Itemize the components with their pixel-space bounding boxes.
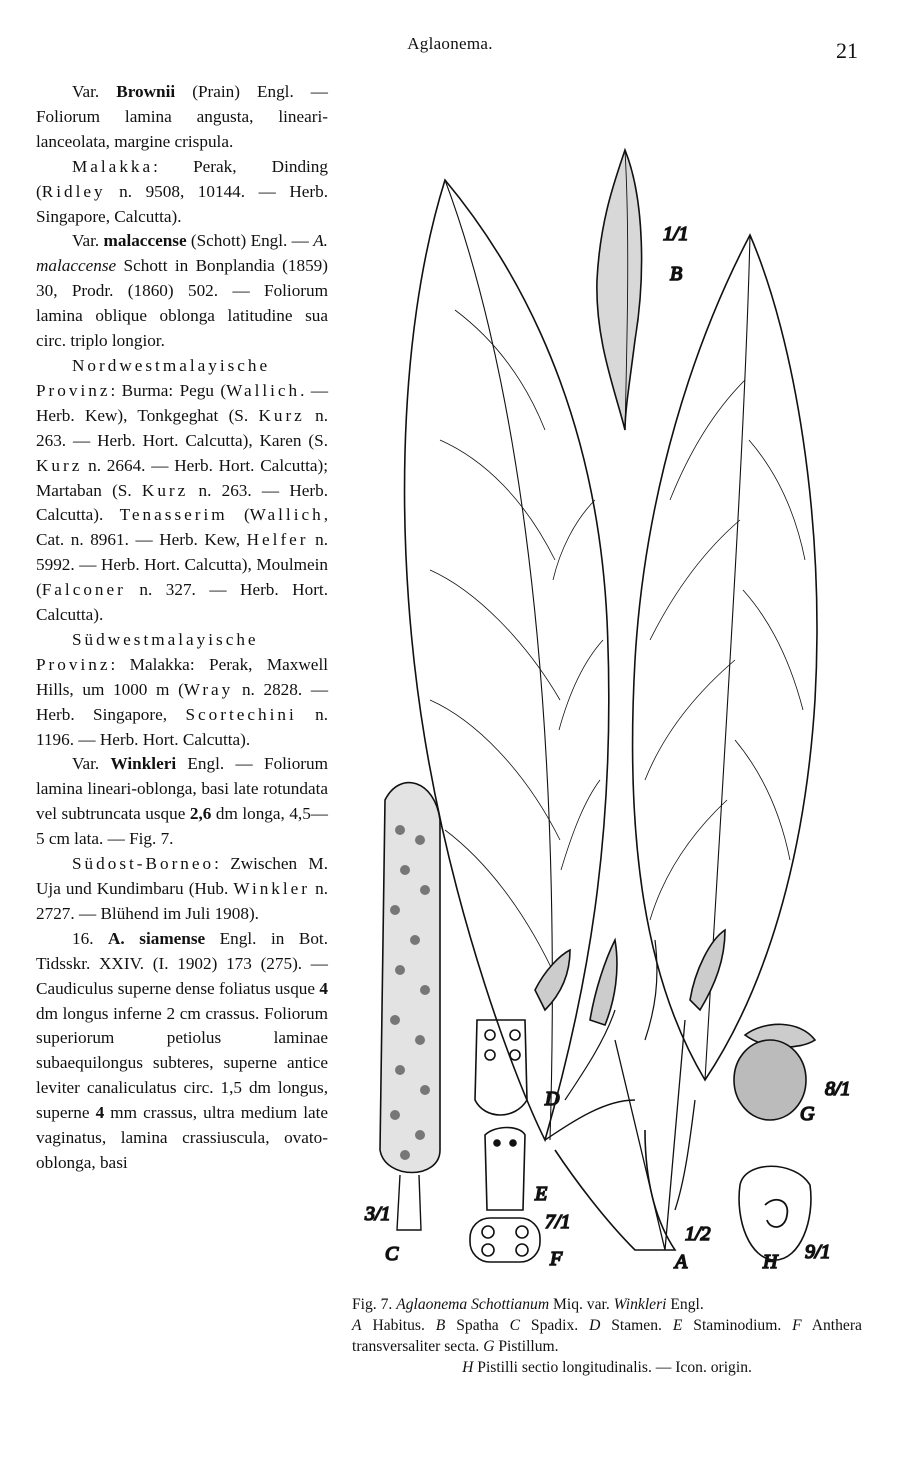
main-text-column: [36, 80, 328, 1176]
anther-section-f-drawing: [470, 1218, 540, 1262]
label-c: C: [385, 1243, 399, 1265]
paragraph-var-winkleri: Var. Winkleri Engl. — Foliorum lamina lineari-oblonga, basi late rotundata vel subtruncata usque 2,6 dm longa, 4,5—5 cm lata. — Fig. 7.: [36, 754, 328, 849]
caption-line-1: Fig. 7. Aglaonema Schottianum Miq. var. Winkleri Engl.: [352, 1296, 704, 1313]
paragraph-suedwestmalayische: Südwestmalayische Provinz: Malakka: Perak, Maxwell Hills, um 1000 m (Wray n. 2828. — Herb. Singapore, Scortechini n. 1196. — Herb. Hort. Calcutta).: [36, 629, 329, 749]
pistil-section-h-drawing: [739, 1166, 811, 1260]
page-number: 21: [836, 38, 858, 63]
label-a: A: [675, 1251, 688, 1273]
label-b: B: [670, 263, 683, 285]
staminodium-e-drawing: [485, 1128, 525, 1211]
paragraph-suedost-borneo: Südost-Borneo: Zwischen M. Uja und Kundimbaru (Hub. Winkler n. 2727. — Blühend im Juli 1908).: [36, 854, 328, 923]
botanical-figure: [345, 140, 875, 1290]
spadix-c-drawing: [380, 783, 440, 1230]
paragraph-a-siamense: 16. A. siamense Engl. in Bot. Tidsskr. XXIV. (I. 1902) 173 (275). — Caudiculus superne dense foliatus usque 4 dm longus inferne 2 cm crassus. Foliorum superiorum petiolus laminae subaequilongus subteres, superne antice leviter canaliculatus circ. 1,5 dm longus, superne 4 mm crassus, ultra medium late vaginatus, lamina crassiuscula, ovato-oblonga, basi: [36, 928, 328, 1172]
paragraph-malakka: Malakka: Perak, Dinding (Ridley n. 9508, 10144. — Herb. Singapore, Calcutta).: [36, 156, 328, 226]
caption-line-2: A Habitus. B Spatha C Spadix. D Stamen. E Staminodium. F Anthera transversaliter secta. G Pistillum.: [352, 1317, 862, 1355]
label-d: D: [545, 1088, 560, 1110]
scale-g: 8/1: [825, 1078, 851, 1100]
label-h: H: [763, 1251, 778, 1273]
label-e: E: [535, 1183, 548, 1205]
paragraph-var-brownii: Var. Brownii (Prain) Engl. — Foliorum lamina angusta, lineari-lanceolata, margine crispula.: [36, 82, 328, 151]
running-title: Aglaonema.: [407, 34, 493, 53]
scale-b: 1/1: [663, 223, 689, 245]
scale-a: 1/2: [685, 1223, 711, 1245]
leaf-right-drawing: [633, 235, 817, 1080]
spathe-b-drawing: [597, 150, 642, 430]
label-g: G: [800, 1103, 815, 1125]
caption-line-3: H Pistilli sectio longitudinalis. — Icon. origin.: [462, 1359, 752, 1376]
paragraph-var-malaccense: Var. malaccense (Schott) Engl. — A. malaccense Schott in Bonplandia (1859) 30, Prodr. (1860) 502. — Foliorum lamina oblique oblonga latitudine sua circ. triplo longior.: [36, 231, 328, 351]
paragraph-nordwestmalayische: Nordwestmalayische Provinz: Burma: Pegu (Wallich. — Herb. Kew), Tonkgeghat (S. Kurz n. 263. — Herb. Hort. Calcutta), Karen (S. Kurz n. 2664. — Herb. Hort. Calcutta); Martaban (S. Kurz n. 263. — Herb. Calcutta). Tenasserim (Wallich, Cat. n. 8961. — Herb. Kew, Helfer n. 5992. — Herb. Hort. Calcutta), Moulmein (Falconer n. 327. — Herb. Hort. Calcutta).: [36, 355, 329, 625]
habitus-stem-drawing: [535, 930, 725, 1250]
label-f: F: [550, 1248, 563, 1270]
scale-h: 9/1: [805, 1241, 831, 1263]
figure-caption: [352, 1294, 862, 1378]
scale-e: 7/1: [545, 1211, 571, 1233]
scale-c: 3/1: [365, 1203, 391, 1225]
